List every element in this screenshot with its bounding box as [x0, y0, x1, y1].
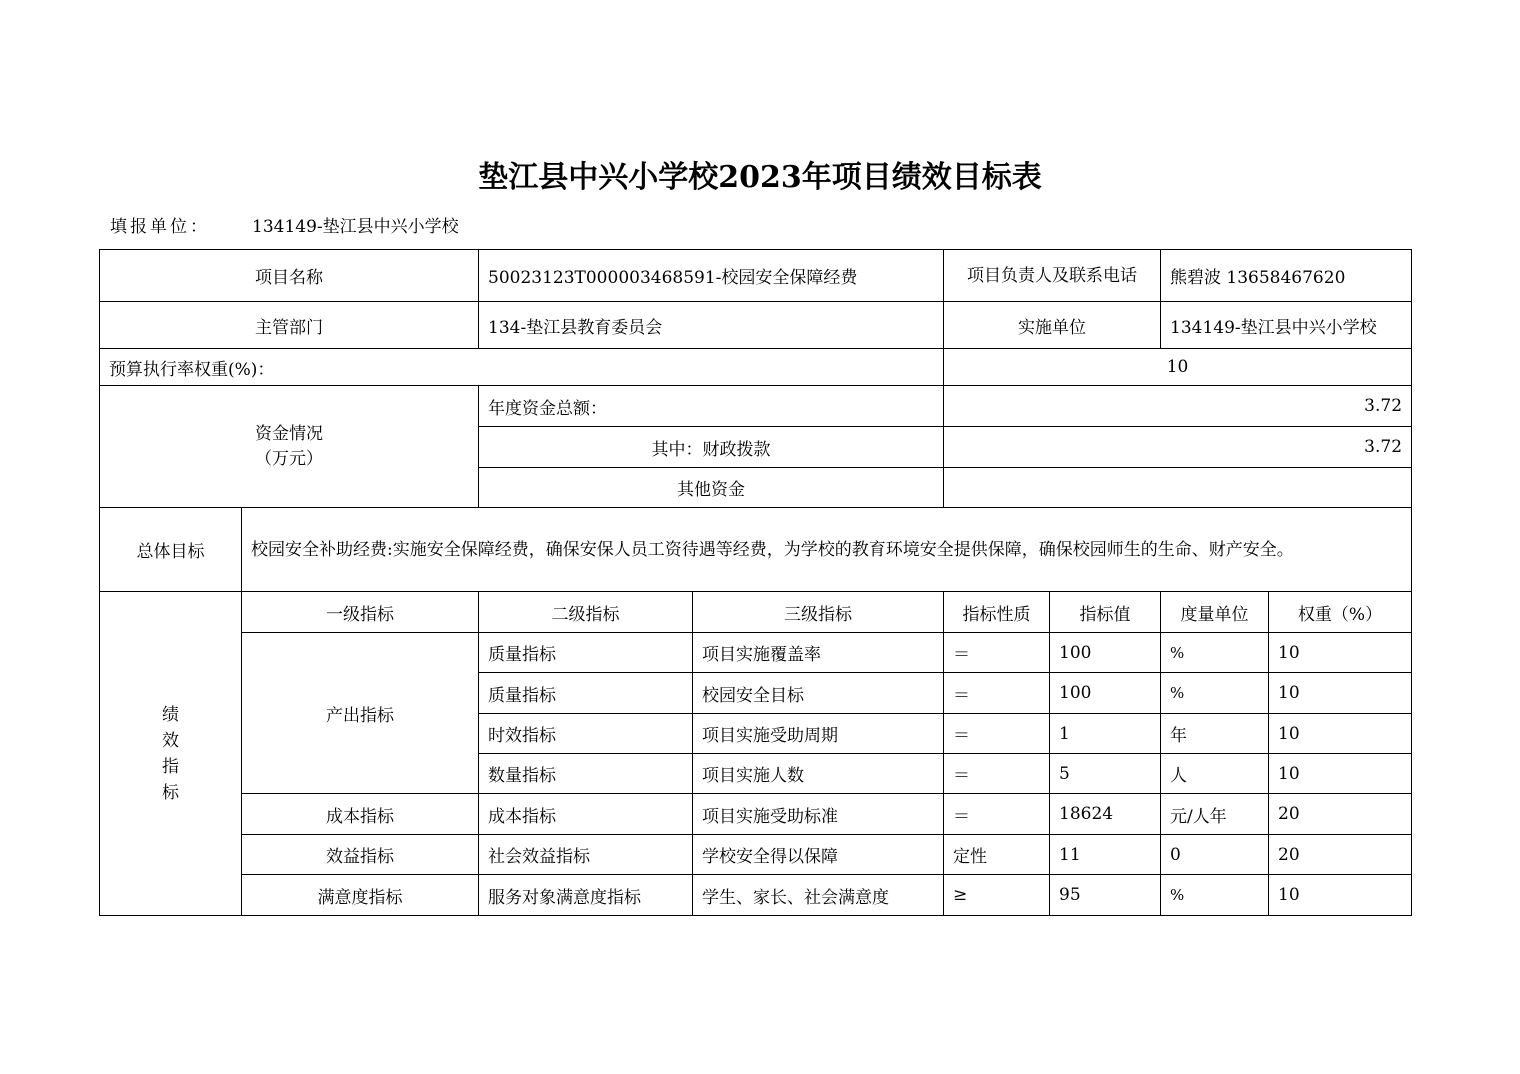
- funds-total-row: [100, 386, 1412, 427]
- row-level3: 校园安全目标: [693, 673, 944, 714]
- indicator-header-row: [100, 592, 1412, 633]
- row-unit: 0: [1161, 835, 1269, 875]
- department-row: [100, 302, 1412, 349]
- row-unit: 元/人年: [1161, 794, 1269, 835]
- header-weight: 权重（%）: [1269, 592, 1412, 633]
- header-unit: 度量单位: [1161, 592, 1269, 633]
- row-value: 5: [1050, 754, 1161, 794]
- row-weight: 10: [1269, 673, 1412, 714]
- section-char: 绩: [162, 704, 179, 725]
- row-level3: 项目实施覆盖率: [693, 633, 944, 673]
- impl-label: 实施单位: [944, 302, 1161, 349]
- performance-table: [99, 249, 1412, 916]
- owner-value: 熊碧波 13658467620: [1161, 250, 1412, 302]
- row-nature: ≥: [944, 875, 1050, 916]
- header-level1: 一级指标: [242, 592, 479, 633]
- row-level3: 项目实施受助周期: [693, 714, 944, 754]
- row-nature: 定性: [944, 835, 1050, 875]
- row-level2: 质量指标: [479, 633, 693, 673]
- row-level3: 项目实施受助标准: [693, 794, 944, 835]
- filler-unit-row: [110, 212, 459, 237]
- row-value: 1: [1050, 714, 1161, 754]
- row-level1: 成本指标: [242, 794, 479, 835]
- row-value: 95: [1050, 875, 1161, 916]
- section-char: 效: [162, 730, 179, 751]
- row-level2: 数量指标: [479, 754, 693, 794]
- project-name-value: 50023123T000003468591-校园安全保障经费: [479, 250, 944, 302]
- header-level2: 二级指标: [479, 592, 693, 633]
- row-nature: ＝: [944, 633, 1050, 673]
- row-level3: 项目实施人数: [693, 754, 944, 794]
- row-level1: 效益指标: [242, 835, 479, 875]
- project-name-label: 项目名称: [100, 250, 479, 302]
- annual-total-value: 3.72: [944, 386, 1412, 427]
- row-weight: 10: [1269, 633, 1412, 673]
- indicator-section-label: [100, 592, 242, 916]
- header-value: 指标值: [1050, 592, 1161, 633]
- funds-unit: （万元）: [255, 448, 323, 469]
- row-nature: ＝: [944, 673, 1050, 714]
- row-level2: 质量指标: [479, 673, 693, 714]
- table-row: [100, 633, 1412, 673]
- project-name-row: [100, 250, 1412, 302]
- output-indicator-label: 产出指标: [242, 633, 479, 794]
- fiscal-value: 3.72: [944, 427, 1412, 468]
- budget-rate-value: 10: [944, 349, 1412, 386]
- fiscal-label: 其中：财政拨款: [479, 427, 944, 468]
- table-row: [100, 875, 1412, 916]
- page-title: 垫江县中兴小学校2023年项目绩效目标表: [478, 160, 1042, 195]
- section-char: 标: [162, 782, 179, 803]
- budget-rate-row: [100, 349, 1412, 386]
- funds-cell: [100, 386, 479, 508]
- overall-goal-row: [100, 508, 1412, 592]
- row-level3: 学生、家长、社会满意度: [693, 875, 944, 916]
- row-nature: ＝: [944, 794, 1050, 835]
- row-weight: 10: [1269, 754, 1412, 794]
- row-unit: %: [1161, 673, 1269, 714]
- owner-label: 项目负责人及联系电话: [944, 250, 1161, 302]
- row-weight: 20: [1269, 835, 1412, 875]
- row-value: 18624: [1050, 794, 1161, 835]
- row-value: 100: [1050, 673, 1161, 714]
- row-level1: 满意度指标: [242, 875, 479, 916]
- impl-value: 134149-垫江县中兴小学校: [1161, 302, 1412, 349]
- row-unit: 年: [1161, 714, 1269, 754]
- dept-value: 134-垫江县教育委员会: [479, 302, 944, 349]
- row-weight: 10: [1269, 714, 1412, 754]
- row-level3: 学校安全得以保障: [693, 835, 944, 875]
- row-value: 100: [1050, 633, 1161, 673]
- filler-unit-value: 134149-垫江县中兴小学校: [252, 217, 459, 237]
- row-nature: ＝: [944, 714, 1050, 754]
- row-level2: 社会效益指标: [479, 835, 693, 875]
- row-unit: %: [1161, 633, 1269, 673]
- funds-label: 资金情况: [255, 423, 323, 444]
- budget-rate-label: 预算执行率权重(%)：: [100, 349, 944, 386]
- row-weight: 20: [1269, 794, 1412, 835]
- dept-label: 主管部门: [100, 302, 479, 349]
- other-funds-label: 其他资金: [479, 468, 944, 508]
- row-level2: 时效指标: [479, 714, 693, 754]
- row-weight: 10: [1269, 875, 1412, 916]
- row-unit: %: [1161, 875, 1269, 916]
- table-row: [100, 835, 1412, 875]
- goal-label: 总体目标: [100, 508, 242, 592]
- header-level3: 三级指标: [693, 592, 944, 633]
- annual-total-label: 年度资金总额：: [479, 386, 944, 427]
- row-nature: ＝: [944, 754, 1050, 794]
- table-row: [100, 794, 1412, 835]
- header-nature: 指标性质: [944, 592, 1050, 633]
- goal-text: 校园安全补助经费:实施安全保障经费，确保安保人员工资待遇等经费，为学校的教育环境安全提供保障，确保校园师生的生命、财产安全。: [242, 508, 1412, 592]
- filler-unit-label: 填报单位：: [110, 217, 210, 237]
- section-char: 指: [162, 756, 179, 777]
- row-level2: 成本指标: [479, 794, 693, 835]
- row-level2: 服务对象满意度指标: [479, 875, 693, 916]
- row-value: 11: [1050, 835, 1161, 875]
- other-funds-value: [944, 468, 1412, 508]
- row-unit: 人: [1161, 754, 1269, 794]
